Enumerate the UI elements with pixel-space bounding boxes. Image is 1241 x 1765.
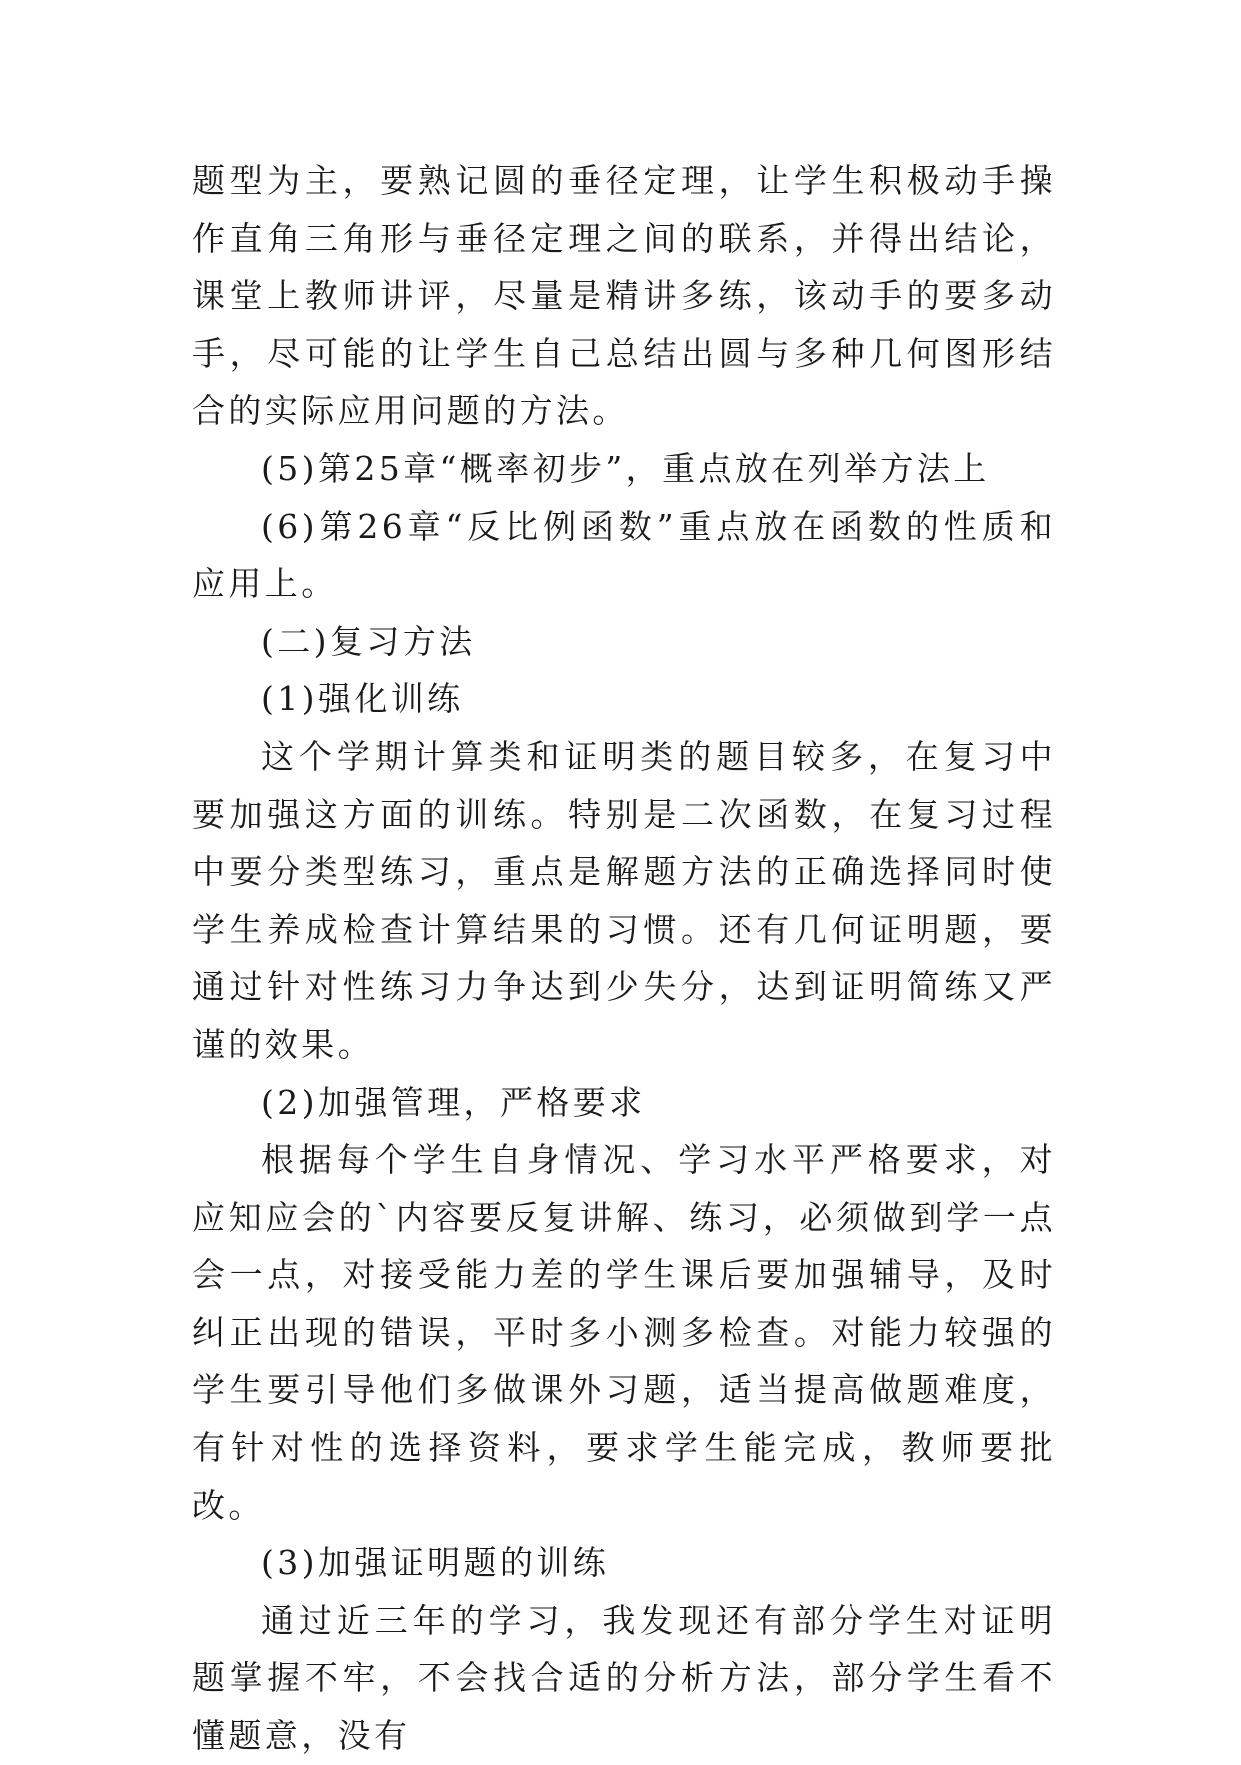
paragraph-proof-training: 通过近三年的学习，我发现还有部分学生对证明题掌握不牢，不会找合适的分析方法，部分学生看不懂题意，没有 [192, 1600, 1056, 1756]
paragraph-chapter-26: (6)第26章“反比例函数”重点放在函数的性质和应用上。 [192, 506, 1056, 604]
subheading-strict-management: (2)加强管理，严格要求 [261, 1082, 646, 1122]
paragraph-strict-management: 根据每个学生自身情况、学习水平严格要求，对应知应会的`内容要反复讲解、练习，必须做到学一点会一点，对接受能力差的学生课后要加强辅导，及时纠正出现的错误，平时多小测多检查。对能力较强的学生要引导他们多做课外习题，适当提高做题难度，有针对性的选择资料，要求学生能完成，教师要批改。 [192, 1140, 1056, 1525]
section-heading-review-methods: (二)复习方法 [261, 621, 476, 661]
paragraph-chapter-25: (5)第25章“概率初步”，重点放在列举方法上 [261, 448, 990, 488]
paragraph-intensive-training: 这个学期计算类和证明类的题目较多，在复习中要加强这方面的训练。特别是二次函数，在复习过程中要分类型练习，重点是解题方法的正确选择同时使学生养成检查计算结果的习惯。还有几何证明题，要通过针对性练习力争达到少失分，达到证明简练又严谨的效果。 [192, 736, 1056, 1064]
document-body [192, 152, 1056, 1765]
subheading-proof-training: (3)加强证明题的训练 [261, 1543, 610, 1583]
subheading-intensive-training: (1)强化训练 [261, 679, 464, 719]
paragraph-circle-review: 题型为主，要熟记圆的垂径定理，让学生积极动手操作直角三角形与垂径定理之间的联系，并得出结论，课堂上教师讲评，尽量是精讲多练，该动手的要多动手，尽可能的让学生自己总结出圆与多种几何图形结合的实际应用问题的方法。 [192, 161, 1056, 431]
